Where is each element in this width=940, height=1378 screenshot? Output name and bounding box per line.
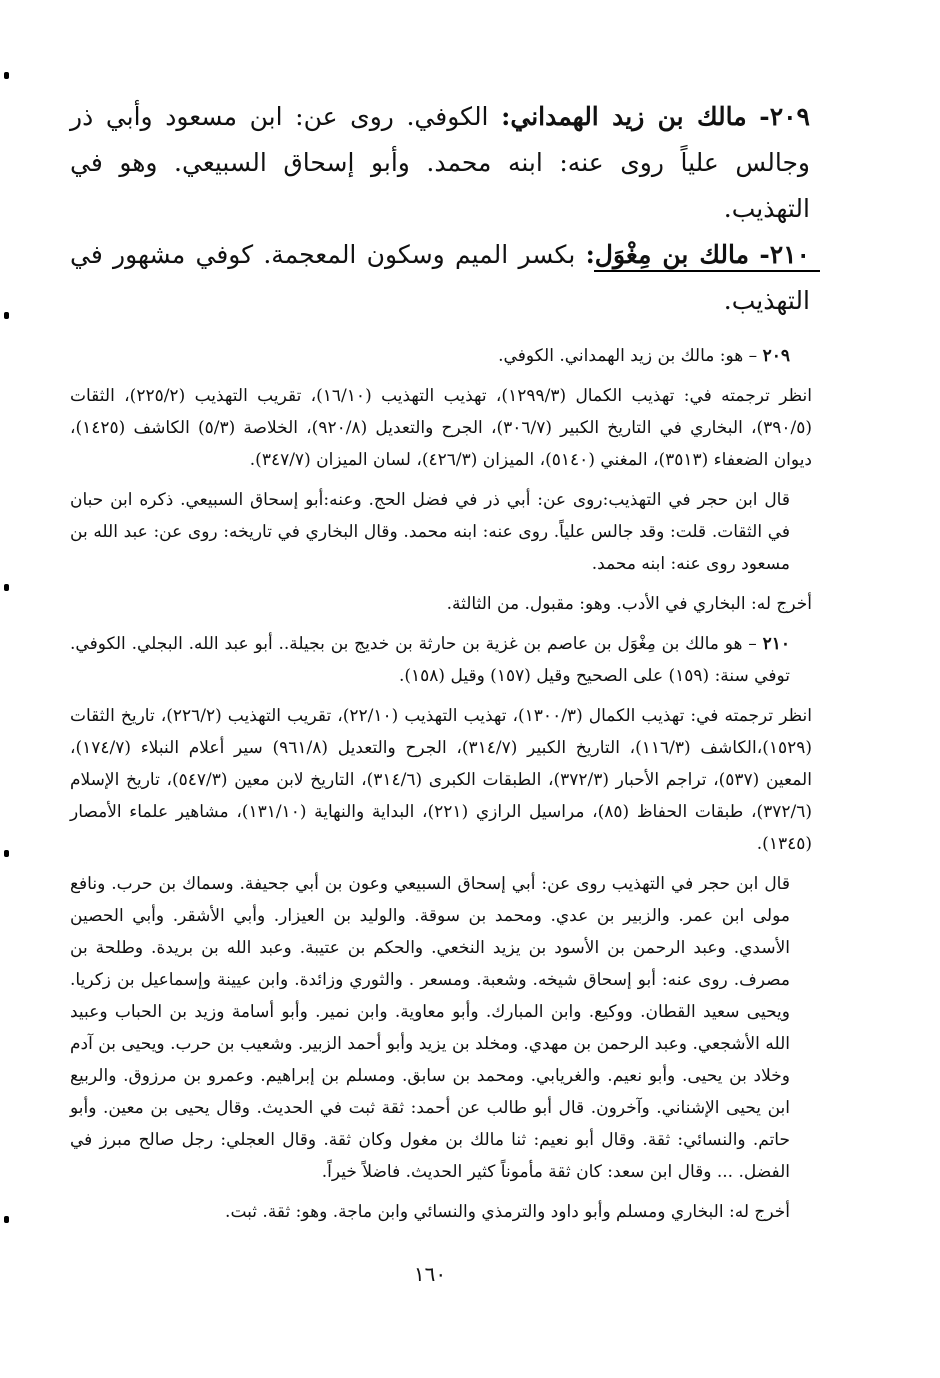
footnote-209-sources (70, 380, 812, 476)
footnote-text: انظر ترجمته في: تهذيب الكمال (١٢٩٩/٣)، تهذيب التهذيب (١٦/١٠)، تقريب التهذيب (٢٢٥/٢)، الثقات (٣٩٠/٥)، البخاري في التاريخ الكبير (٣٠٦/٧)، الجرح والتعديل (٩٢٠/٨)، الخلاصة (٥/٣) الكاشف (١٤٢٥)، ديوان الضعفاء (٣٥١٣)، المغني (٥١٤٠)، الميزان (٤٢٦/٣)، لسان الميزان (٣٤٧/٧). (70, 386, 812, 470)
entry-number: ٢١٠- (759, 240, 810, 269)
footnote-number: ٢١٠ (762, 634, 790, 654)
footnote-210-takhrij (70, 1196, 812, 1228)
main-text (70, 94, 810, 324)
entry-text: بكسر الميم وسكون المعجمة. كوفي مشهور في التهذيب. (70, 240, 810, 315)
footnote-separator (594, 270, 820, 272)
footnote-text: قال ابن حجر في التهذيب روى عن: أبي إسحاق السبيعي وعون بن أبي جحيفة. وسماك بن حرب. ونافع مولى ابن عمر. والزبير بن عدي. ومحمد بن سوقة. والوليد بن العيزار. وأبي الأشقر. وأبي الحصين الأسدي. وعبد الرحمن بن الأسود بن يزيد النخعي. والحكم بن عتيبة. وعبد الله بن بريدة. وطلحة بن مصرف. روى عنه: أبو إسحاق شيخه. وشعبة. ومسعر . والثوري وزائدة. وابن عيينة وإسماعيل بن زكريا. ويحيى سعيد القطان. ووكيع. وابن المبارك. وأبو معاوية. وابن نمير. وأبو أسامة وزيد بن الحباب وعبيد الله الأشجعي. وعبد الرحمن بن مهدي. ومخلد بن يزيد وأبو أحمد الزبير. وشعيب بن حرب. ويحيى بن آدم وخلاد بن يحيى. وأبو نعيم. والغريابي. ومحمد بن سابق. ومسلم بن إبراهيم. وعمرو بن مرزوق. والربيع ابن يحيى الإشناني. وآخرون. قال أبو طالب عن أحمد: ثقة ثبت في الحديث. وقال يحيى بن معين. وأبو حاتم. والنسائي: ثقة. وقال أبو نعيم: ثنا مالك بن مغول وكان ثقة. وقال العجلي: رجل صالح مبرز في الفضل. ... وقال ابن سعد: كان ثقة مأموناً كثير الحديث. فاضلاً خيراً. (70, 874, 790, 1182)
footnote-text: انظر ترجمته في: تهذيب الكمال (١٣٠٠/٣)، تهذيب التهذيب (٢٢/١٠)، تقريب التهذيب (٢٢٦/٢)، تاريخ الثقات (١٥٢٩)،الكاشف (١١٦/٣)، التاريخ الكبير (٣١٤/٧)، الجرح والتعديل (٩٦١/٨) سير أعلام النبلاء (١٧٤/٧)، المعين (٥٣٧)، تراجم الأحبار (٣٧٢/٣)، الطبقات الكبرى (٣١٤/٦)، التاريخ لابن معين (٥٤٧/٣)، تاريخ الإسلام (٣٧٢/٦)، طبقات الحفاظ (٨٥)، مراسيل الرازي (٢٢١)، البداية والنهاية (١٣١/١٠)، مشاهير علماء الأمصار (١٣٤٥). (70, 706, 813, 854)
footnote-text: – هو مالك بن مِغْوَل بن عاصم بن غزية بن حارثة بن خديج بن بجيلة.. أبو عبد الله. البجلي. الكوفي. توفي سنة: (١٥٩) على الصحيح وقيل (١٥٧) وقيل (١٥٨). (70, 634, 790, 686)
margin-mark (4, 1216, 9, 1223)
footnote-text: – هو: مالك بن زيد الهمداني. الكوفي. (498, 346, 758, 366)
footnote-text: أخرج له: البخاري ومسلم وأبو داود والترمذي والنسائي وابن ماجة. وهو: ثقة. ثبت. (225, 1202, 790, 1222)
footnote-209-takhrij (70, 588, 812, 620)
entry-name: مالك بن زيد الهمداني: (501, 102, 747, 131)
margin-mark (4, 312, 9, 319)
margin-mark (4, 584, 9, 591)
footnote-209-ibn-hajar (70, 484, 812, 580)
entry-number: ٢٠٩- (759, 102, 810, 131)
entry-text: الكوفي. روى عن: ابن مسعود وأبي ذر وجالس علياً روى عنه: ابنه محمد. وأبو إسحاق السبيعي. وهو في التهذيب. (70, 102, 810, 223)
footnote-210-sources (70, 700, 812, 860)
footnote-210-ibn-hajar (70, 868, 812, 1188)
margin-mark (4, 72, 9, 79)
footnotes (70, 340, 812, 1236)
footnote-210-title (70, 628, 812, 692)
entry-name: مالك بن مِغْوَل: (585, 240, 750, 269)
footnote-text: أخرج له: البخاري في الأدب. وهو: مقبول. من الثالثة. (446, 594, 812, 614)
footnote-209-title (70, 340, 812, 372)
margin-mark (4, 850, 9, 857)
footnote-text: قال ابن حجر في التهذيب:روى عن: أبي ذر في فضل الحج. وعنه:أبو إسحاق السبيعي. ذكره ابن حبان في الثقات. قلت: وقد جالس علياً. روى عنه: ابنه محمد. وقال البخاري في تاريخه: روى عن: عبد الله بن مسعود روى عنه: ابنه محمد. (70, 490, 790, 574)
footnote-number: ٢٠٩ (762, 346, 790, 366)
entry-209 (70, 94, 810, 232)
page-number: ١٦٠ (413, 1262, 447, 1286)
entry-210 (70, 232, 810, 324)
